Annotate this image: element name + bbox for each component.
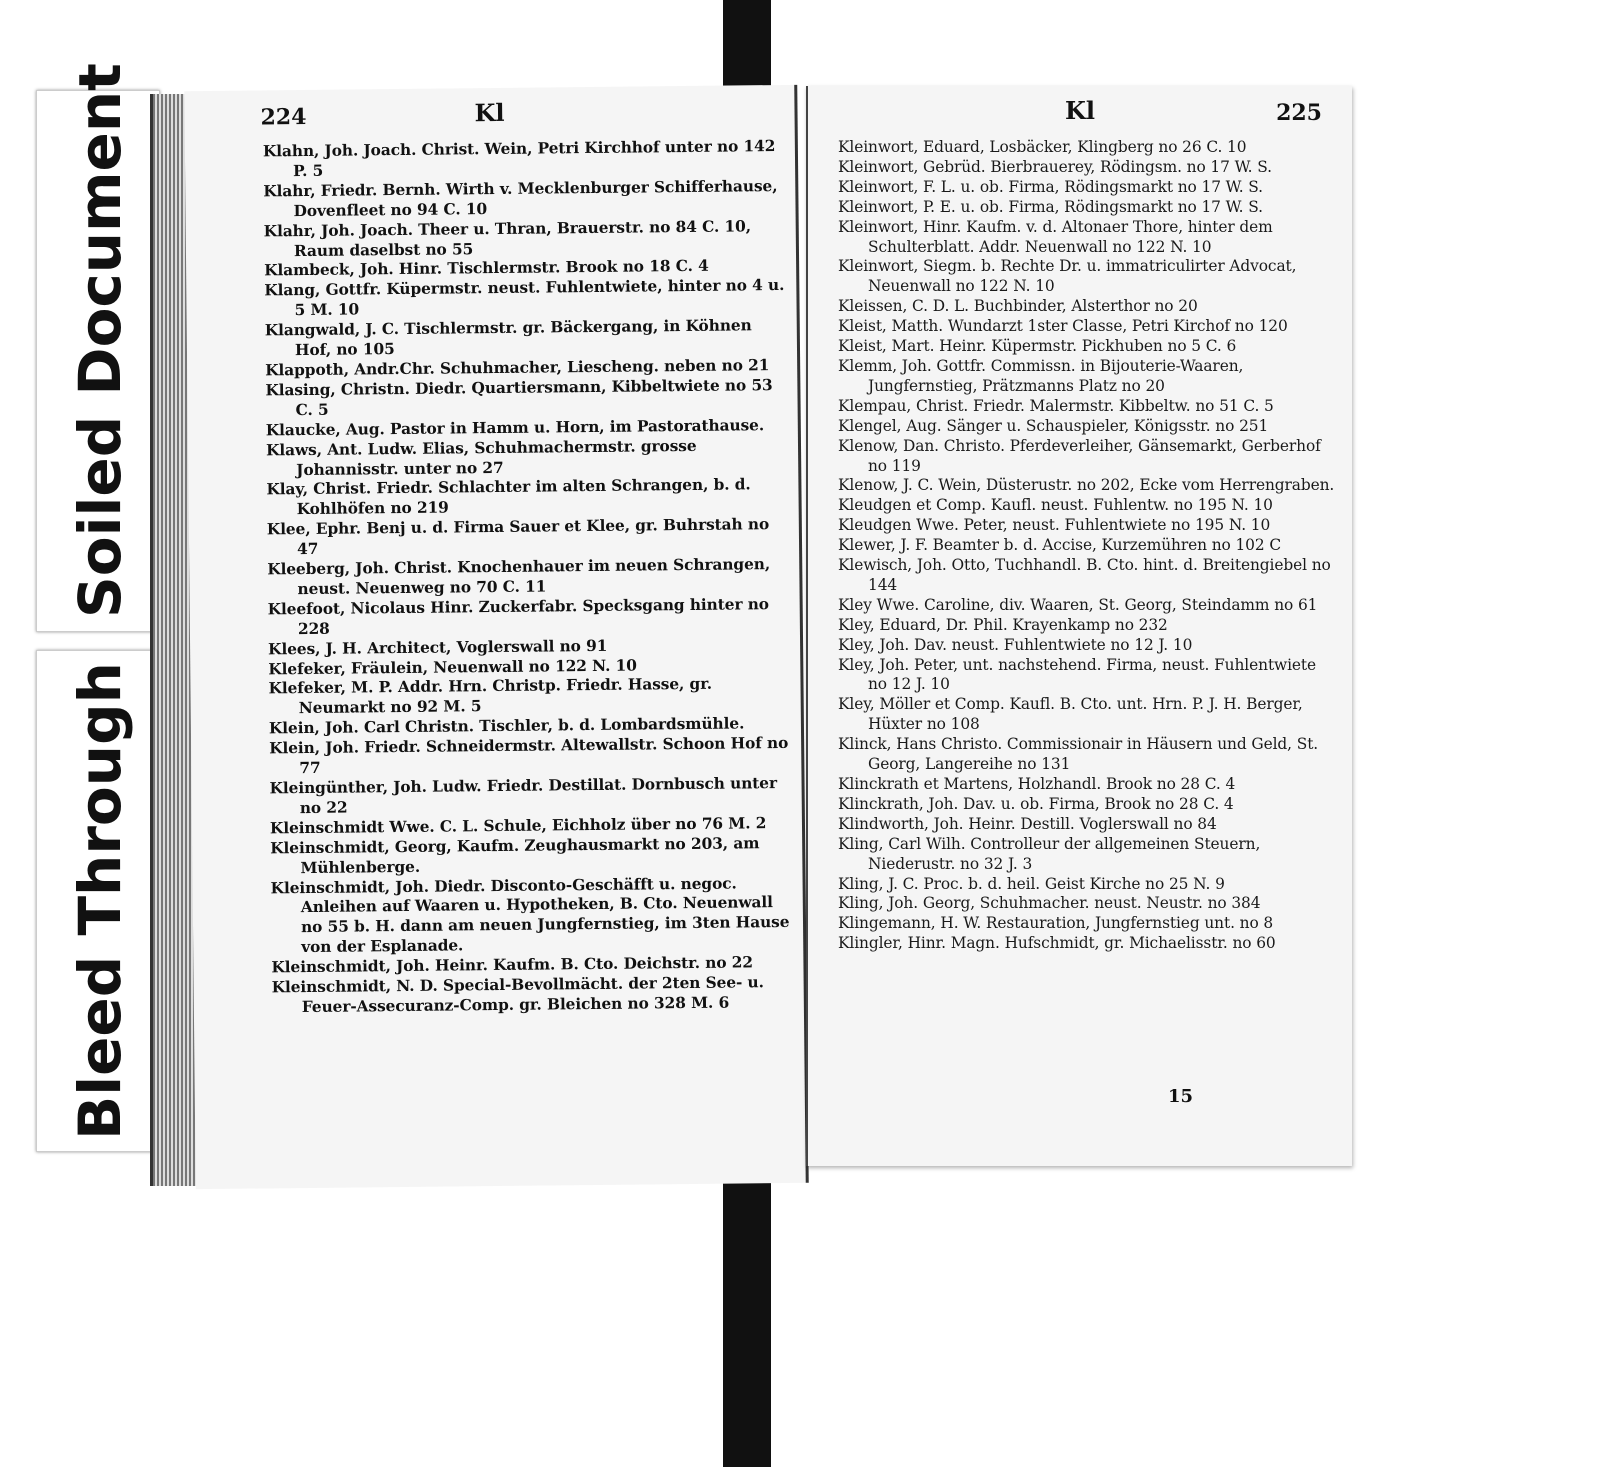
directory-entry: Klasing, Christn. Diedr. Quartiersmann, Kibbeltwiete no 53 C. 5 (265, 375, 773, 419)
directory-entry: Klambeck, Joh. Hinr. Tischlermstr. Brook no 18 C. 4 (264, 257, 709, 280)
soiled-document-label: Soiled Document (66, 63, 134, 618)
directory-entry: Klein, Joh. Carl Christn. Tischler, b. d. Lombardsmühle. (268, 714, 745, 738)
directory-entry: Kleingünther, Joh. Ludw. Friedr. Destillat. Dornbusch unter no 22 (269, 774, 778, 817)
directory-entry: Kley, Möller et Comp. Kaufl. B. Cto. unt. Hrn. P. J. H. Berger, Hüxter no 108 (838, 695, 1303, 734)
directory-entry: Klaws, Ant. Ludw. Elias, Schuhmachermstr. grosse Johannisstr. unter no 27 (265, 436, 697, 479)
directory-entry: Klangwald, J. C. Tischlermstr. gr. Bäckergang, in Köhnen Hof, no 105 (264, 316, 752, 360)
right-page-header (808, 86, 1352, 130)
directory-entry: Kley, Eduard, Dr. Phil. Krayenkamp no 232 (838, 615, 1168, 634)
directory-entry: Klinck, Hans Christo. Commissionair in Häusern und Geld, St. Georg, Langereihe no 131 (838, 735, 1319, 774)
directory-entry: Klindworth, Joh. Heinr. Destill. Voglerswall no 84 (838, 814, 1217, 833)
directory-entry: Klein, Joh. Friedr. Schneidermstr. Altewallstr. Schoon Hof no 77 (269, 734, 789, 778)
directory-entry: Kling, Carl Wilh. Controlleur der allgemeinen Steuern, Niederustr. no 32 J. 3 (838, 834, 1261, 873)
directory-entry: Klingemann, H. W. Restauration, Jungfernstieg unt. no 8 (838, 914, 1274, 933)
directory-entry: Kleinschmidt, N. D. Special-Bevollmächt. der 2ten See- u. Feuer-Assecuranz-Comp. gr. Bleichen no 328 M. 6 (271, 973, 764, 1017)
right-page (806, 86, 1352, 1166)
left-page (184, 85, 808, 1189)
directory-entry: Klang, Gottfr. Küpermstr. neust. Fuhlentwiete, hinter no 4 u. 5 M. 10 (264, 276, 785, 320)
directory-entry: Kleinwort, Hinr. Kaufm. v. d. Altonaer Thore, hinter dem Schulterblatt. Addr. Neuenwall no 122 N. 10 (838, 217, 1273, 256)
directory-entry: Kley, Joh. Dav. neust. Fuhlentwiete no 12 J. 10 (838, 635, 1193, 654)
left-entry-list (263, 137, 792, 1018)
directory-entry: Kleinwort, Gebrüd. Bierbrauerey, Rödingsm. no 17 W. S. (838, 157, 1272, 176)
directory-entry: Klengel, Aug. Sänger u. Schauspieler, Königsstr. no 251 (838, 416, 1269, 435)
signature-mark: 15 (1168, 1086, 1194, 1107)
directory-entry: Kleinschmidt, Georg, Kaufm. Zeughausmarkt no 203, am Mühlenberge. (270, 833, 760, 877)
directory-entry: Klahr, Joh. Joach. Theer u. Thran, Brauerstr. no 84 C. 10, Raum daselbst no 55 (263, 216, 752, 260)
left-page-title: Kl (474, 97, 505, 128)
directory-entry: Kleist, Mart. Heinr. Küpermstr. Pickhuben no 5 C. 6 (838, 337, 1237, 356)
directory-entry: Klenow, J. C. Wein, Düsterustr. no 202, Ecke vom Herrengraben. (838, 476, 1335, 495)
directory-entry: Klee, Ephr. Benj u. d. Firma Sauer et Klee, gr. Buhrstah no 47 (266, 515, 770, 559)
bleed-through-label: Bleed Through (66, 662, 134, 1140)
right-entry-list (838, 138, 1338, 954)
directory-entry: Kleinschmidt Wwe. C. L. Schule, Eichholz über no 76 M. 2 (269, 813, 767, 838)
binding-strip-bottom (723, 1150, 771, 1467)
directory-entry: Kling, J. C. Proc. b. d. heil. Geist Kirche no 25 N. 9 (838, 874, 1225, 893)
directory-entry: Kleefoot, Nicolaus Hinr. Zuckerfabr. Specksgang hinter no 228 (267, 594, 770, 638)
directory-entry: Kleeberg, Joh. Christ. Knochenhauer im neuen Schrangen, neust. Neuenweg no 70 C. 11 (267, 555, 771, 599)
directory-entry: Kleinwort, Eduard, Losbäcker, Klingberg no 26 C. 10 (838, 138, 1247, 156)
directory-entry: Kleinschmidt, Joh. Heinr. Kaufm. B. Cto. Deichstr. no 22 (271, 953, 754, 977)
directory-entry: Klingler, Hinr. Magn. Hufschmidt, gr. Michaelisstr. no 60 (838, 934, 1276, 953)
directory-entry: Klappoth, Andr.Chr. Schuhmacher, Liescheng. neben no 21 (265, 356, 770, 380)
directory-entry: Klay, Christ. Friedr. Schlachter im alten Schrangen, b. d. Kohlhöfen no 219 (266, 475, 751, 519)
directory-entry: Klenow, Dan. Christo. Pferdeverleiher, Gänsemarkt, Gerberhof no 119 (838, 436, 1321, 475)
directory-entry: Klaucke, Aug. Pastor in Hamm u. Horn, im Pastorathause. (265, 415, 765, 440)
directory-entry: Kleist, Matth. Wundarzt 1ster Classe, Petri Kirchof no 120 (838, 317, 1288, 336)
directory-entry: Klinckrath et Martens, Holzhandl. Brook no 28 C. 4 (838, 775, 1236, 793)
right-page-title: Kl (1065, 96, 1095, 125)
directory-entry: Klemm, Joh. Gottfr. Commissn. in Bijouterie-Waaren, Jungfernstieg, Prätzmanns Platz no 20 (838, 356, 1244, 395)
directory-entry: Kleissen, C. D. L. Buchbinder, Alsterthor no 20 (838, 297, 1198, 316)
right-page-number: 225 (1276, 100, 1322, 126)
directory-entry: Klees, J. H. Architect, Voglerswall no 91 (268, 636, 608, 659)
directory-entry: Kley Wwe. Caroline, div. Waaren, St. Georg, Steindamm no 61 (838, 595, 1318, 614)
directory-entry: Kleudgen et Comp. Kaufl. neust. Fuhlentw. no 195 N. 10 (838, 496, 1273, 515)
directory-entry: Klahr, Friedr. Bernh. Wirth v. Mecklenburger Schifferhause, Dovenfleet no 94 C. 10 (263, 176, 778, 220)
directory-entry: Kleinschmidt, Joh. Diedr. Disconto-Geschäfft u. negoc. Anleihen auf Waaren u. Hypotheken, B. Cto. Neuenwall no 55 b. H. dann am neuen Jungfernstieg, im 3ten Hause von der Esplanade. (270, 874, 790, 957)
directory-entry: Kleinwort, Siegm. b. Rechte Dr. u. immatriculirter Advocat, Neuenwall no 122 N. 10 (838, 257, 1297, 296)
directory-entry: Klinckrath, Joh. Dav. u. ob. Firma, Brook no 28 C. 4 (838, 794, 1234, 813)
directory-entry: Klahn, Joh. Joach. Christ. Wein, Petri Kirchhof unter no 142 P. 5 (262, 137, 776, 181)
left-page-number: 224 (260, 103, 307, 131)
left-page-header (184, 85, 794, 135)
directory-entry: Kley, Joh. Peter, unt. nachstehend. Firma, neust. Fuhlentwiete no 12 J. 10 (838, 655, 1317, 694)
directory-entry: Kleinwort, F. L. u. ob. Firma, Rödingsmarkt no 17 W. S. (838, 177, 1263, 196)
directory-entry: Klefeker, Fräulein, Neuenwall no 122 N. 10 (268, 656, 637, 678)
directory-entry: Kleinwort, P. E. u. ob. Firma, Rödingsmarkt no 17 W. S. (838, 197, 1263, 216)
directory-entry: Klempau, Christ. Friedr. Malermstr. Kibbeltw. no 51 C. 5 (838, 396, 1274, 415)
directory-entry: Kleudgen Wwe. Peter, neust. Fuhlentwiete no 195 N. 10 (838, 516, 1271, 535)
directory-entry: Klefeker, M. P. Addr. Hrn. Christp. Friedr. Hasse, gr. Neumarkt no 92 M. 5 (268, 675, 713, 718)
directory-entry: Klewer, J. F. Beamter b. d. Accise, Kurzemühren no 102 C (838, 536, 1282, 555)
directory-entry: Kling, Joh. Georg, Schuhmacher. neust. Neustr. no 384 (838, 894, 1261, 913)
directory-entry: Klewisch, Joh. Otto, Tuchhandl. B. Cto. hint. d. Breitengiebel no 144 (838, 556, 1331, 594)
